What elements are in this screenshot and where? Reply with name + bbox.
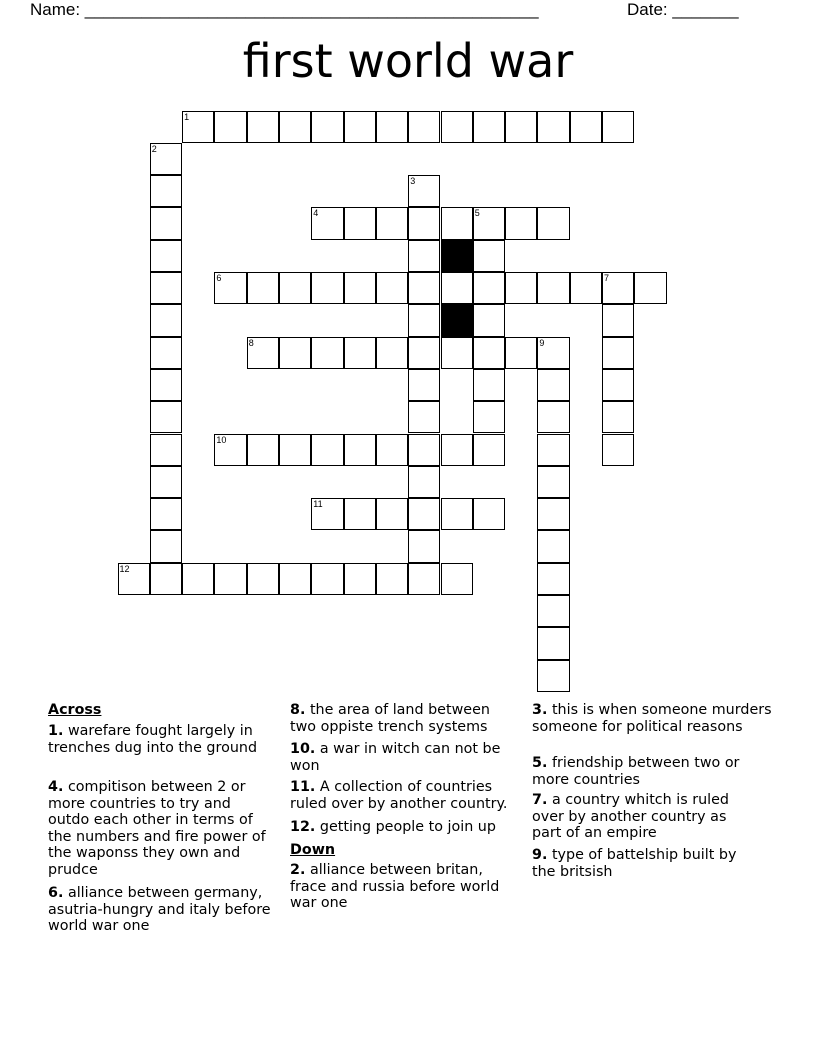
grid-cell[interactable] [441, 498, 473, 530]
grid-cell[interactable] [182, 563, 214, 595]
grid-cell[interactable] [376, 337, 408, 369]
grid-cell[interactable] [408, 175, 440, 207]
grid-cell[interactable] [150, 530, 182, 562]
clue-number: 12 [119, 563, 130, 574]
grid-cell[interactable] [408, 240, 440, 272]
grid-cell[interactable] [408, 498, 440, 530]
grid-cell[interactable] [408, 530, 440, 562]
grid-cell[interactable] [537, 272, 569, 304]
grid-cell[interactable] [150, 563, 182, 595]
grid-cell[interactable] [214, 111, 246, 143]
grid-cell[interactable] [279, 272, 311, 304]
clue-number: 2 [151, 143, 157, 154]
grid-cell[interactable] [344, 272, 376, 304]
clue-down-5: 5. friendship between two or more countries [532, 755, 740, 788]
grid-cell[interactable] [279, 563, 311, 595]
grid-cell[interactable] [634, 272, 666, 304]
clue-number: 4 [313, 208, 319, 219]
grid-cell[interactable] [150, 207, 182, 239]
clue-across-11: 11. A collection of countries ruled over by another country. [290, 779, 508, 812]
grid-cell[interactable] [473, 207, 505, 239]
grid-cell[interactable] [150, 337, 182, 369]
grid-cell[interactable] [376, 111, 408, 143]
clue-number: 1 [184, 111, 190, 122]
grid-cell[interactable] [118, 563, 150, 595]
grid-cell[interactable] [473, 434, 505, 466]
grid-cell[interactable] [150, 175, 182, 207]
clue-down-3: 3. this is when someone murders someone for political reasons [532, 702, 772, 735]
grid-cell[interactable] [150, 240, 182, 272]
clue-number: 10 [216, 434, 227, 445]
grid-cell[interactable] [408, 272, 440, 304]
grid-cell[interactable] [441, 563, 473, 595]
grid-cell[interactable] [537, 207, 569, 239]
grid-cell[interactable] [537, 498, 569, 530]
grid-cell[interactable] [570, 111, 602, 143]
grid-cell[interactable] [376, 272, 408, 304]
black-cell [441, 304, 473, 336]
grid-cell[interactable] [279, 111, 311, 143]
grid-cell[interactable] [537, 530, 569, 562]
grid-cell[interactable] [602, 272, 634, 304]
grid-cell[interactable] [473, 111, 505, 143]
clue-down-7: 7. a country whitch is ruled over by another country as part of an empire [532, 792, 730, 841]
grid-cell[interactable] [505, 272, 537, 304]
grid-cell[interactable] [247, 563, 279, 595]
grid-cell[interactable] [311, 434, 343, 466]
across-heading: Across [48, 702, 102, 718]
grid-cell[interactable] [214, 563, 246, 595]
grid-cell[interactable] [247, 111, 279, 143]
grid-cell[interactable] [602, 337, 634, 369]
name-field[interactable]: Name: ________________________________________________ [30, 0, 539, 19]
grid-cell[interactable] [182, 111, 214, 143]
grid-cell[interactable] [150, 143, 182, 175]
grid-cell[interactable] [344, 498, 376, 530]
grid-cell[interactable] [473, 337, 505, 369]
black-cell [441, 240, 473, 272]
grid-cell[interactable] [473, 369, 505, 401]
grid-cell[interactable] [408, 337, 440, 369]
clue-number: 11 [313, 499, 323, 510]
grid-cell[interactable] [279, 434, 311, 466]
clue-number: 6 [216, 273, 222, 283]
grid-cell[interactable] [311, 272, 343, 304]
grid-cell[interactable] [247, 337, 279, 369]
page-title: first world war [242, 34, 574, 88]
grid-cell[interactable] [311, 111, 343, 143]
grid-cell[interactable] [473, 304, 505, 336]
grid-cell[interactable] [150, 498, 182, 530]
grid-cell[interactable] [344, 111, 376, 143]
grid-cell[interactable] [150, 401, 182, 433]
grid-cell[interactable] [537, 563, 569, 595]
grid-cell[interactable] [376, 207, 408, 239]
grid-cell[interactable] [537, 660, 569, 692]
grid-cell[interactable] [408, 434, 440, 466]
grid-cell[interactable] [408, 369, 440, 401]
grid-cell[interactable] [408, 207, 440, 239]
grid-cell[interactable] [247, 272, 279, 304]
clue-across-1: 1. warefare fought largely in trenches dug into the ground [48, 723, 258, 756]
grid-cell[interactable] [311, 337, 343, 369]
clue-down-2: 2. alliance between britan, frace and russia before world war one [290, 862, 500, 911]
grid-cell[interactable] [505, 111, 537, 143]
grid-cell[interactable] [214, 434, 246, 466]
grid-cell[interactable] [376, 498, 408, 530]
grid-cell[interactable] [473, 498, 505, 530]
grid-cell[interactable] [505, 337, 537, 369]
grid-cell[interactable] [311, 207, 343, 239]
clue-across-6: 6. alliance between germany, asutria-hungry and italy before world war one [48, 885, 271, 934]
clue-across-8: 8. the area of land between two oppiste trench systems [290, 702, 490, 735]
grid-cell[interactable] [473, 401, 505, 433]
grid-cell[interactable] [408, 304, 440, 336]
clue-across-12: 12. getting people to join up [290, 819, 496, 835]
grid-cell[interactable] [473, 240, 505, 272]
grid-cell[interactable] [537, 337, 569, 369]
grid-cell[interactable] [247, 434, 279, 466]
grid-cell[interactable] [344, 337, 376, 369]
grid-cell[interactable] [408, 111, 440, 143]
grid-cell[interactable] [602, 401, 634, 433]
grid-cell[interactable] [150, 434, 182, 466]
grid-cell[interactable] [537, 401, 569, 433]
grid-cell[interactable] [537, 434, 569, 466]
clue-number: 5 [474, 208, 480, 219]
grid-cell[interactable] [311, 563, 343, 595]
grid-cell[interactable] [537, 369, 569, 401]
grid-cell[interactable] [602, 304, 634, 336]
date-field[interactable]: Date: _______ [627, 0, 739, 19]
grid-cell[interactable] [537, 595, 569, 627]
clue-number: 7 [604, 273, 610, 283]
grid-cell[interactable] [150, 369, 182, 401]
grid-cell[interactable] [376, 434, 408, 466]
grid-cell[interactable] [214, 272, 246, 304]
grid-cell[interactable] [473, 272, 505, 304]
grid-cell[interactable] [602, 434, 634, 466]
grid-cell[interactable] [537, 111, 569, 143]
grid-cell[interactable] [408, 401, 440, 433]
grid-cell[interactable] [408, 563, 440, 595]
clue-number: 9 [539, 337, 545, 348]
grid-cell[interactable] [150, 466, 182, 498]
grid-cell[interactable] [311, 498, 343, 530]
grid-cell[interactable] [441, 434, 473, 466]
grid-cell[interactable] [344, 434, 376, 466]
grid-cell[interactable] [441, 337, 473, 369]
clue-across-10: 10. a war in witch can not be won [290, 741, 501, 774]
grid-cell[interactable] [505, 207, 537, 239]
grid-cell[interactable] [441, 111, 473, 143]
grid-cell[interactable] [376, 563, 408, 595]
grid-cell[interactable] [344, 207, 376, 239]
grid-cell[interactable] [150, 272, 182, 304]
grid-cell[interactable] [570, 272, 602, 304]
clue-number: 3 [410, 176, 416, 187]
grid-cell[interactable] [408, 466, 440, 498]
clue-number: 8 [248, 337, 254, 348]
grid-cell[interactable] [344, 563, 376, 595]
clue-down-9: 9. type of battelship built by the britsish [532, 847, 737, 880]
grid-cell[interactable] [537, 466, 569, 498]
grid-cell[interactable] [602, 111, 634, 143]
grid-cell[interactable] [279, 337, 311, 369]
grid-cell[interactable] [150, 304, 182, 336]
grid-cell[interactable] [602, 369, 634, 401]
clue-across-4: 4. compitison between 2 or more countries to try and outdo each other in terms of the numbers and fire power of the waponss they own and prudce [48, 779, 266, 878]
grid-cell[interactable] [441, 207, 473, 239]
grid-cell[interactable] [537, 627, 569, 659]
grid-cell[interactable] [441, 272, 473, 304]
down-heading: Down [290, 842, 336, 858]
